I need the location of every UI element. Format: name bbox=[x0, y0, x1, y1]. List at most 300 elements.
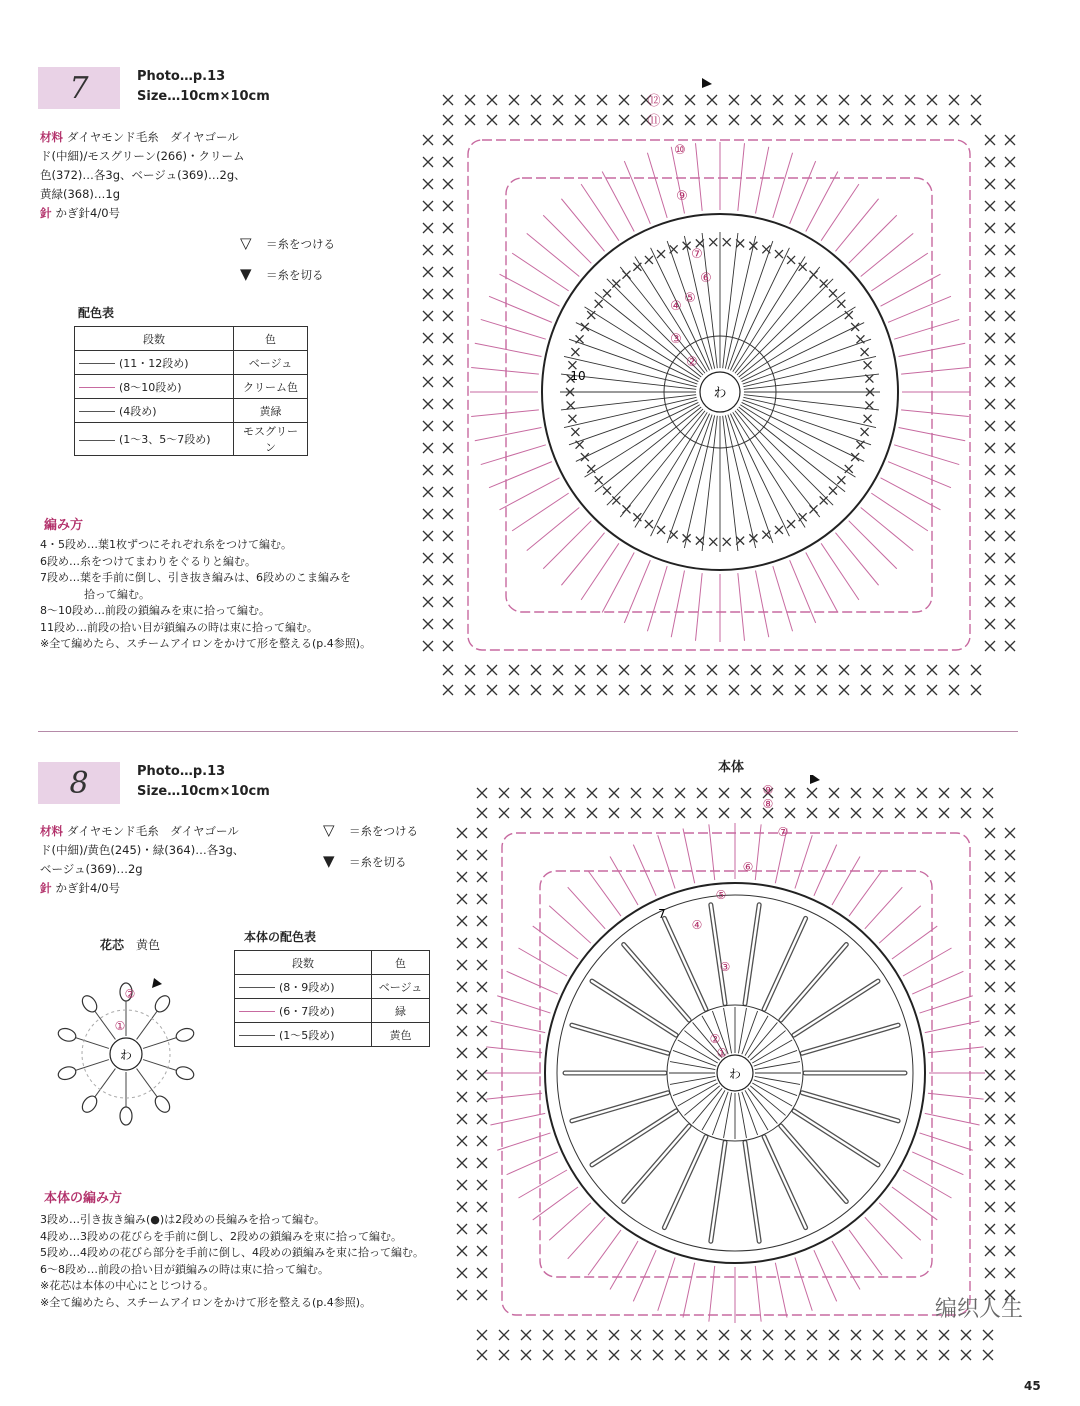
single-crochet-mark bbox=[663, 115, 673, 125]
single-crochet-mark bbox=[457, 1070, 467, 1080]
single-crochet-mark bbox=[619, 115, 629, 125]
single-crochet-mark bbox=[1005, 828, 1015, 838]
single-crochet-mark bbox=[477, 828, 487, 838]
single-crochet-mark bbox=[670, 245, 678, 253]
single-crochet-mark bbox=[1005, 201, 1015, 211]
single-crochet-mark bbox=[477, 982, 487, 992]
single-crochet-mark bbox=[983, 1330, 993, 1340]
method-line: 8〜10段め…前段の鎖編みを束に拾って編む。 bbox=[40, 604, 270, 617]
pattern-8-method bbox=[40, 1212, 424, 1311]
stitch-stroke bbox=[879, 906, 921, 943]
single-crochet-mark bbox=[1005, 377, 1015, 387]
single-crochet-mark bbox=[1005, 872, 1015, 882]
round-label: ⑧ bbox=[762, 797, 774, 811]
single-crochet-mark bbox=[707, 95, 717, 105]
single-crochet-mark bbox=[1005, 465, 1015, 475]
single-crochet-mark bbox=[949, 95, 959, 105]
single-crochet-mark bbox=[1005, 1202, 1015, 1212]
single-crochet-mark bbox=[939, 1330, 949, 1340]
single-crochet-mark bbox=[856, 441, 864, 449]
single-crochet-mark bbox=[423, 553, 433, 563]
single-crochet-mark bbox=[851, 453, 859, 461]
single-crochet-mark bbox=[457, 1158, 467, 1168]
single-crochet-mark bbox=[1005, 938, 1015, 948]
single-crochet-mark bbox=[785, 1350, 795, 1360]
stitch-stroke bbox=[561, 533, 604, 586]
ring-label: わ bbox=[728, 1067, 742, 1081]
round-label: ② bbox=[124, 987, 136, 1001]
single-crochet-mark bbox=[817, 95, 827, 105]
single-crochet-mark bbox=[985, 1268, 995, 1278]
single-crochet-mark bbox=[817, 665, 827, 675]
stitch-stroke bbox=[773, 566, 793, 631]
single-crochet-mark bbox=[985, 619, 995, 629]
single-crochet-mark bbox=[1005, 553, 1015, 563]
single-crochet-mark bbox=[619, 95, 629, 105]
stitch-stroke bbox=[683, 1263, 695, 1318]
single-crochet-mark bbox=[477, 1158, 487, 1168]
single-crochet-mark bbox=[749, 534, 757, 542]
single-crochet-mark bbox=[873, 1330, 883, 1340]
cut-yarn-icon bbox=[702, 78, 712, 88]
single-crochet-mark bbox=[685, 95, 695, 105]
single-crochet-mark bbox=[443, 201, 453, 211]
single-crochet-mark bbox=[985, 828, 995, 838]
stitch-stroke bbox=[755, 1266, 761, 1322]
method-line: ※全て編めたら、スチームアイロンをかけて形を整える(p.4参照)。 bbox=[40, 1295, 372, 1309]
single-crochet-mark bbox=[633, 513, 641, 521]
single-crochet-mark bbox=[839, 665, 849, 675]
single-crochet-mark bbox=[895, 808, 905, 818]
stitch-stroke bbox=[739, 407, 845, 492]
bobble-stitch bbox=[175, 1065, 196, 1082]
stitch-stroke bbox=[610, 856, 638, 904]
single-crochet-mark bbox=[443, 575, 453, 585]
table-row bbox=[235, 1023, 430, 1047]
single-crochet-mark bbox=[477, 1268, 487, 1278]
single-crochet-mark bbox=[423, 421, 433, 431]
pattern-8-photo: Photo…p.13 bbox=[137, 764, 226, 779]
single-crochet-mark bbox=[905, 115, 915, 125]
table-header: 色 bbox=[372, 951, 430, 975]
stitch-stroke bbox=[489, 462, 552, 488]
round-label: ⑦ bbox=[777, 825, 789, 839]
single-crochet-mark bbox=[719, 808, 729, 818]
section-divider bbox=[38, 731, 1018, 732]
stitch-stroke bbox=[790, 161, 816, 224]
single-crochet-mark bbox=[457, 982, 467, 992]
single-crochet-mark bbox=[477, 1114, 487, 1124]
single-crochet-mark bbox=[619, 665, 629, 675]
stitch-stroke bbox=[835, 533, 878, 586]
single-crochet-mark bbox=[709, 538, 717, 546]
single-crochet-mark bbox=[773, 665, 783, 675]
pattern-8-legend bbox=[323, 815, 418, 877]
pattern-8-table-title: 本体の配色表 bbox=[244, 930, 317, 944]
table-cell: 緑 bbox=[372, 999, 430, 1023]
method-line: 4段め…3段めの花びらを手前に倒し、2段めの鎖編みを束に拾って編む。 bbox=[40, 1229, 402, 1243]
single-crochet-mark bbox=[905, 685, 915, 695]
single-crochet-mark bbox=[729, 685, 739, 695]
pattern-7-crochet-chart bbox=[410, 70, 1020, 710]
method-line: 拾って編む。 bbox=[40, 587, 150, 601]
single-crochet-mark bbox=[457, 894, 467, 904]
method-line: 4・5段め…葉1枚ずつにそれぞれ糸をつけて編む。 bbox=[40, 538, 292, 551]
single-crochet-mark bbox=[531, 685, 541, 695]
single-crochet-mark bbox=[895, 1330, 905, 1340]
single-crochet-mark bbox=[1005, 487, 1015, 497]
single-crochet-mark bbox=[443, 487, 453, 497]
single-crochet-mark bbox=[795, 665, 805, 675]
stitch-stroke bbox=[795, 1258, 812, 1311]
single-crochet-mark bbox=[820, 496, 828, 504]
single-crochet-mark bbox=[657, 250, 665, 258]
pattern-8-materials bbox=[40, 822, 330, 898]
stitch-stroke bbox=[888, 462, 951, 488]
stitch-stroke bbox=[497, 1133, 550, 1150]
single-crochet-mark bbox=[499, 1330, 509, 1340]
single-crochet-mark bbox=[985, 1048, 995, 1058]
single-crochet-mark bbox=[477, 1004, 487, 1014]
single-crochet-mark bbox=[543, 788, 553, 798]
single-crochet-mark bbox=[985, 1246, 995, 1256]
single-crochet-mark bbox=[829, 1330, 839, 1340]
single-crochet-mark bbox=[775, 250, 783, 258]
single-crochet-mark bbox=[707, 665, 717, 675]
single-crochet-mark bbox=[603, 487, 611, 495]
stitch-stroke bbox=[849, 1230, 882, 1275]
table-cell: 黄色 bbox=[372, 1023, 430, 1047]
single-crochet-mark bbox=[985, 377, 995, 387]
single-crochet-mark bbox=[895, 788, 905, 798]
stitch-stroke bbox=[903, 1170, 951, 1198]
single-crochet-mark bbox=[985, 311, 995, 321]
single-crochet-mark bbox=[575, 665, 585, 675]
single-crochet-mark bbox=[799, 263, 807, 271]
single-crochet-mark bbox=[565, 1350, 575, 1360]
single-crochet-mark bbox=[851, 1350, 861, 1360]
single-crochet-mark bbox=[612, 496, 620, 504]
round-label: ④ bbox=[670, 299, 682, 314]
single-crochet-mark bbox=[971, 115, 981, 125]
round-label: ⑨ bbox=[762, 783, 774, 797]
stitch-stroke bbox=[486, 1093, 542, 1099]
single-crochet-mark bbox=[477, 1350, 487, 1360]
table-cell: ベージュ bbox=[234, 351, 308, 375]
single-crochet-mark bbox=[595, 300, 603, 308]
single-crochet-mark bbox=[597, 665, 607, 675]
table-row bbox=[75, 423, 308, 456]
stitch-stroke bbox=[595, 407, 701, 492]
single-crochet-mark bbox=[609, 1350, 619, 1360]
stitch-stroke bbox=[507, 1152, 558, 1175]
single-crochet-mark bbox=[477, 894, 487, 904]
single-crochet-mark bbox=[723, 538, 731, 546]
table-cell: (1〜5段め) bbox=[279, 1028, 335, 1042]
stitch-stroke bbox=[903, 948, 951, 976]
stitch-stroke bbox=[658, 835, 675, 888]
stitch-stroke bbox=[585, 307, 700, 379]
single-crochet-mark bbox=[985, 850, 995, 860]
stitch-stroke bbox=[928, 1093, 984, 1099]
single-crochet-mark bbox=[477, 960, 487, 970]
single-crochet-mark bbox=[565, 808, 575, 818]
table-row bbox=[75, 351, 308, 375]
round-label: ① bbox=[114, 1019, 126, 1033]
single-crochet-mark bbox=[985, 1158, 995, 1168]
stitch-stroke bbox=[790, 560, 816, 623]
single-crochet-mark bbox=[457, 1004, 467, 1014]
table-row bbox=[235, 975, 430, 999]
materials-line: ド(中細)/黄色(245)・緑(364)…各3g、 bbox=[40, 843, 245, 857]
stitch-stroke bbox=[658, 1258, 675, 1311]
single-crochet-mark bbox=[423, 135, 433, 145]
single-crochet-mark bbox=[477, 1180, 487, 1190]
single-crochet-mark bbox=[575, 685, 585, 695]
single-crochet-mark bbox=[423, 619, 433, 629]
single-crochet-mark bbox=[443, 597, 453, 607]
pattern-7-size: Size…10cm×10cm bbox=[137, 89, 270, 104]
single-crochet-mark bbox=[861, 348, 869, 356]
pattern-7-table-title: 配色表 bbox=[78, 306, 115, 320]
single-crochet-mark bbox=[509, 95, 519, 105]
stitch-stroke bbox=[475, 343, 542, 356]
stitch-stroke bbox=[756, 147, 769, 214]
single-crochet-mark bbox=[499, 808, 509, 818]
stitch-stroke bbox=[814, 1250, 837, 1301]
single-crochet-mark bbox=[443, 509, 453, 519]
stitch-stroke bbox=[892, 926, 937, 959]
single-crochet-mark bbox=[1005, 1158, 1015, 1168]
single-crochet-mark bbox=[567, 401, 575, 409]
single-crochet-mark bbox=[985, 982, 995, 992]
petal-stitch bbox=[711, 1142, 725, 1241]
single-crochet-mark bbox=[795, 115, 805, 125]
single-crochet-mark bbox=[985, 597, 995, 607]
single-crochet-mark bbox=[1005, 597, 1015, 607]
stitch-stroke bbox=[879, 1203, 921, 1240]
single-crochet-mark bbox=[961, 1350, 971, 1360]
single-crochet-mark bbox=[553, 95, 563, 105]
single-crochet-mark bbox=[787, 256, 795, 264]
single-crochet-mark bbox=[576, 335, 584, 343]
single-crochet-mark bbox=[741, 1350, 751, 1360]
single-crochet-mark bbox=[1005, 289, 1015, 299]
single-crochet-mark bbox=[983, 1350, 993, 1360]
hook-line: かぎ針4/0号 bbox=[55, 206, 121, 220]
stitch-stroke bbox=[561, 199, 604, 252]
single-crochet-mark bbox=[741, 788, 751, 798]
stitch-stroke bbox=[709, 1266, 715, 1322]
single-crochet-mark bbox=[581, 323, 589, 331]
single-crochet-mark bbox=[457, 1290, 467, 1300]
single-crochet-mark bbox=[829, 788, 839, 798]
table-cell: (8・9段め) bbox=[279, 980, 335, 994]
single-crochet-mark bbox=[927, 665, 937, 675]
single-crochet-mark bbox=[603, 289, 611, 297]
materials-line: ベージュ(369)…2g bbox=[40, 862, 143, 876]
single-crochet-mark bbox=[971, 685, 981, 695]
bobble-stitch bbox=[79, 1093, 99, 1115]
single-crochet-mark bbox=[719, 1330, 729, 1340]
single-crochet-mark bbox=[741, 808, 751, 818]
single-crochet-mark bbox=[609, 808, 619, 818]
single-crochet-mark bbox=[587, 1330, 597, 1340]
page-number: 45 bbox=[1024, 1379, 1041, 1393]
single-crochet-mark bbox=[443, 115, 453, 125]
single-crochet-mark bbox=[423, 399, 433, 409]
single-crochet-mark bbox=[917, 1330, 927, 1340]
single-crochet-mark bbox=[985, 157, 995, 167]
stitch-stroke bbox=[738, 1008, 746, 1053]
stitch-stroke bbox=[738, 1093, 746, 1138]
single-crochet-mark bbox=[751, 665, 761, 675]
single-crochet-mark bbox=[751, 685, 761, 695]
single-crochet-mark bbox=[851, 788, 861, 798]
stitch-stroke bbox=[568, 887, 605, 929]
single-crochet-mark bbox=[1005, 399, 1015, 409]
method-line: 3段め…引き抜き編み(●)は2段めの長編みを拾って編む。 bbox=[40, 1213, 326, 1226]
petal-stitch bbox=[745, 905, 759, 1004]
single-crochet-mark bbox=[675, 1350, 685, 1360]
single-crochet-mark bbox=[917, 808, 927, 818]
single-crochet-mark bbox=[837, 300, 845, 308]
single-crochet-mark bbox=[795, 685, 805, 695]
single-crochet-mark bbox=[985, 872, 995, 882]
attach-yarn-icon: ▽ bbox=[240, 234, 252, 252]
single-crochet-mark bbox=[581, 453, 589, 461]
single-crochet-mark bbox=[457, 960, 467, 970]
side-label: 10 bbox=[570, 369, 586, 383]
round-label: ② bbox=[686, 355, 698, 370]
single-crochet-mark bbox=[762, 245, 770, 253]
single-crochet-mark bbox=[477, 1048, 487, 1058]
stitch-stroke bbox=[624, 161, 650, 224]
single-crochet-mark bbox=[1005, 179, 1015, 189]
stitch-stroke bbox=[925, 1113, 980, 1125]
single-crochet-mark bbox=[487, 665, 497, 675]
single-crochet-mark bbox=[645, 256, 653, 264]
stitch-stroke bbox=[490, 1113, 545, 1125]
stitch-stroke bbox=[588, 871, 621, 916]
single-crochet-mark bbox=[985, 399, 995, 409]
single-crochet-mark bbox=[736, 239, 744, 247]
single-crochet-mark bbox=[1005, 223, 1015, 233]
stitch-stroke bbox=[647, 566, 667, 631]
single-crochet-mark bbox=[785, 1330, 795, 1340]
stitch-stroke bbox=[756, 571, 769, 638]
stitch-stroke bbox=[549, 1203, 591, 1240]
single-crochet-mark bbox=[587, 808, 597, 818]
flower-center-title bbox=[100, 936, 160, 953]
method-line: ※花芯は本体の中心にとじつける。 bbox=[40, 1279, 215, 1292]
single-crochet-mark bbox=[487, 685, 497, 695]
stitch-stroke bbox=[738, 573, 745, 641]
cut-yarn-icon bbox=[152, 978, 162, 988]
single-crochet-mark bbox=[839, 685, 849, 695]
table-cell: (1〜3、5〜7段め) bbox=[119, 433, 211, 446]
single-crochet-mark bbox=[443, 531, 453, 541]
single-crochet-mark bbox=[927, 685, 937, 695]
single-crochet-mark bbox=[423, 531, 433, 541]
single-crochet-mark bbox=[829, 289, 837, 297]
single-crochet-mark bbox=[443, 641, 453, 651]
single-crochet-mark bbox=[851, 808, 861, 818]
pattern-8-crochet-chart bbox=[440, 775, 1030, 1375]
cut-yarn-icon: ▼ bbox=[323, 852, 335, 870]
single-crochet-mark bbox=[939, 808, 949, 818]
single-crochet-mark bbox=[543, 808, 553, 818]
pattern-7-method-title: 編み方 bbox=[44, 518, 84, 533]
single-crochet-mark bbox=[810, 271, 818, 279]
single-crochet-mark bbox=[1005, 1070, 1015, 1080]
stitch-stroke bbox=[740, 307, 855, 379]
single-crochet-mark bbox=[1005, 157, 1015, 167]
single-crochet-mark bbox=[861, 665, 871, 675]
single-crochet-mark bbox=[795, 95, 805, 105]
round-label: ③ bbox=[670, 332, 682, 347]
single-crochet-mark bbox=[457, 1092, 467, 1102]
stitch-stroke bbox=[489, 296, 552, 322]
single-crochet-mark bbox=[531, 665, 541, 675]
single-crochet-mark bbox=[612, 280, 620, 288]
single-crochet-mark bbox=[423, 245, 433, 255]
round-label: ⑪ bbox=[647, 114, 661, 129]
single-crochet-mark bbox=[685, 115, 695, 125]
stitch-stroke bbox=[635, 412, 707, 527]
bobble-stitch bbox=[120, 1107, 132, 1125]
materials-line: 色(372)…各3g、ベージュ(369)…2g、 bbox=[40, 168, 246, 182]
pattern-8-number: 8 bbox=[38, 762, 120, 804]
single-crochet-mark bbox=[985, 333, 995, 343]
single-crochet-mark bbox=[675, 788, 685, 798]
single-crochet-mark bbox=[807, 1350, 817, 1360]
single-crochet-mark bbox=[773, 115, 783, 125]
single-crochet-mark bbox=[663, 685, 673, 695]
single-crochet-mark bbox=[985, 443, 995, 453]
single-crochet-mark bbox=[1005, 982, 1015, 992]
single-crochet-mark bbox=[917, 788, 927, 798]
single-crochet-mark bbox=[763, 1350, 773, 1360]
single-crochet-mark bbox=[799, 513, 807, 521]
single-crochet-mark bbox=[1005, 509, 1015, 519]
round-label: ⑫ bbox=[647, 94, 661, 109]
single-crochet-mark bbox=[939, 1350, 949, 1360]
single-crochet-mark bbox=[443, 465, 453, 475]
stitch-stroke bbox=[888, 296, 951, 322]
single-crochet-mark bbox=[443, 157, 453, 167]
single-crochet-mark bbox=[1005, 1246, 1015, 1256]
stitch-stroke bbox=[568, 1217, 605, 1259]
single-crochet-mark bbox=[845, 465, 853, 473]
single-crochet-mark bbox=[817, 115, 827, 125]
cut-yarn-icon bbox=[810, 775, 820, 784]
stitch-stroke bbox=[481, 319, 546, 339]
single-crochet-mark bbox=[1005, 1224, 1015, 1234]
single-crochet-mark bbox=[985, 509, 995, 519]
single-crochet-mark bbox=[597, 95, 607, 105]
single-crochet-mark bbox=[457, 1180, 467, 1190]
single-crochet-mark bbox=[477, 1026, 487, 1036]
single-crochet-mark bbox=[423, 267, 433, 277]
single-crochet-mark bbox=[807, 808, 817, 818]
single-crochet-mark bbox=[985, 179, 995, 189]
single-crochet-mark bbox=[653, 1350, 663, 1360]
single-crochet-mark bbox=[1005, 850, 1015, 860]
single-crochet-mark bbox=[729, 95, 739, 105]
single-crochet-mark bbox=[1005, 333, 1015, 343]
single-crochet-mark bbox=[985, 355, 995, 365]
